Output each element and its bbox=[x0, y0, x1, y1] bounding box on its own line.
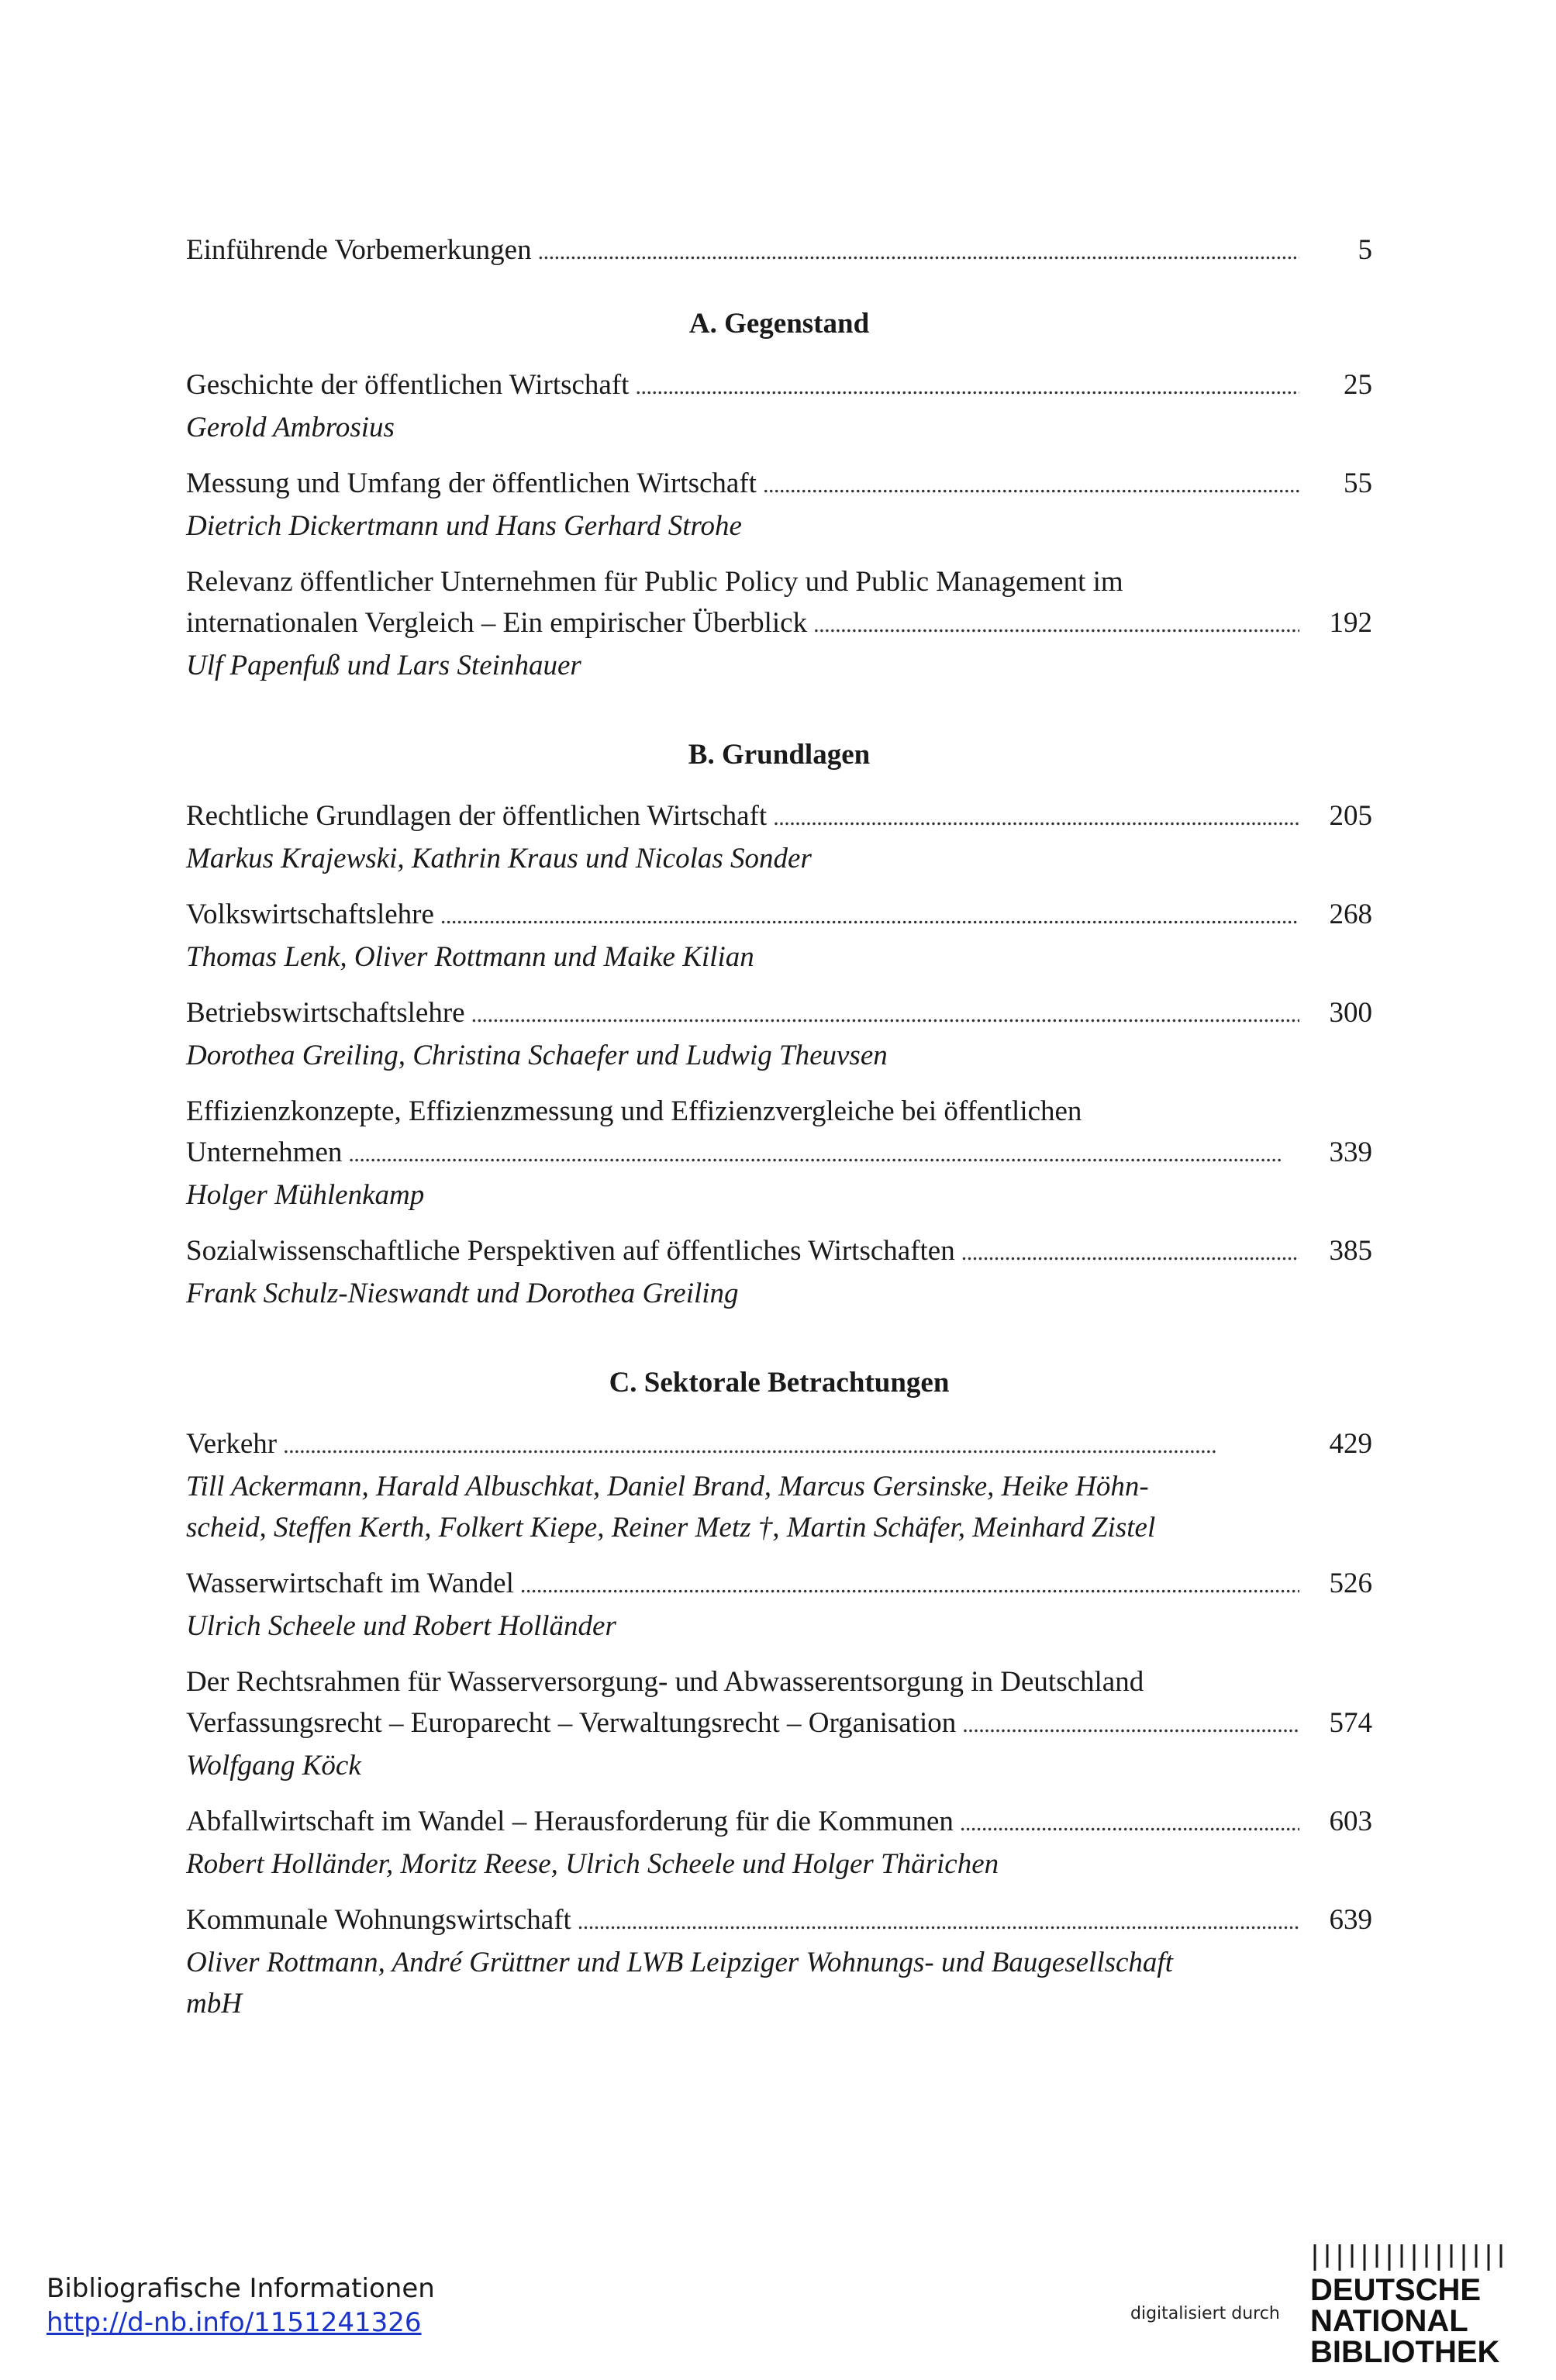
section-heading-b: B. Grundlagen bbox=[688, 739, 871, 771]
entry-title: Messung und Umfang der öffentlichen Wirtschaft bbox=[186, 467, 757, 499]
leader-dots bbox=[578, 1899, 1299, 1942]
leader-dots bbox=[960, 1801, 1299, 1844]
page-number: 5 bbox=[1358, 234, 1372, 266]
toc-entry bbox=[186, 1661, 1372, 1786]
leader-dots bbox=[763, 463, 1299, 505]
entry-author: Robert Holländer, Moritz Reese, Ulrich Scheele und Holger Thärichen bbox=[186, 1848, 999, 1880]
entry-title: internationalen Vergleich – Ein empirischer Überblick bbox=[186, 607, 808, 639]
toc-entry bbox=[186, 364, 1372, 448]
entry-author-line2: mbH bbox=[186, 1988, 242, 2020]
toc-entry bbox=[186, 1423, 1372, 1548]
page-number: 192 bbox=[1329, 607, 1372, 639]
toc-entry bbox=[186, 992, 1372, 1076]
entry-author: Dietrich Dickertmann und Hans Gerhard Strohe bbox=[186, 510, 742, 542]
digitized-by-label: digitalisiert durch bbox=[1130, 2304, 1280, 2323]
leader-dots bbox=[471, 992, 1299, 1035]
leader-dots bbox=[962, 1702, 1299, 1745]
toc-entry bbox=[186, 894, 1372, 978]
page-number: 526 bbox=[1329, 1568, 1372, 1599]
entry-title: Unternehmen bbox=[186, 1137, 343, 1168]
page-number: 574 bbox=[1329, 1707, 1372, 1739]
page-number: 205 bbox=[1329, 800, 1372, 832]
section-heading-a: A. Gegenstand bbox=[688, 308, 870, 340]
entry-author: Gerold Ambrosius bbox=[186, 412, 395, 443]
toc-entry bbox=[186, 463, 1372, 547]
page-number: 429 bbox=[1329, 1428, 1372, 1460]
toc-entry bbox=[186, 1801, 1372, 1885]
logo-line-2: NATIONAL bbox=[1310, 2304, 1468, 2338]
leader-dots bbox=[635, 364, 1299, 407]
toc-entry bbox=[186, 1230, 1372, 1314]
toc-entry-intro bbox=[186, 229, 1372, 272]
entry-title: Einführende Vorbemerkungen bbox=[186, 234, 532, 266]
page-number: 268 bbox=[1329, 899, 1372, 930]
entry-title-line1: Der Rechtsrahmen für Wasserversorgung- und Abwasserentsorgung in Deutschland bbox=[186, 1666, 1144, 1698]
entry-title: Kommunale Wohnungswirtschaft bbox=[186, 1904, 571, 1936]
entry-author: Dorothea Greiling, Christina Schaefer und Ludwig Theuvsen bbox=[186, 1040, 888, 1071]
dnb-link[interactable]: http://d-nb.info/1151241326 bbox=[47, 2307, 422, 2338]
section-heading-c: C. Sektorale Betrachtungen bbox=[609, 1367, 950, 1399]
table-of-contents bbox=[186, 229, 1372, 2024]
entry-title-line1: Effizienzkonzepte, Effizienzmessung und Effizienzvergleiche bei öffentlichen bbox=[186, 1095, 1082, 1127]
page-number: 603 bbox=[1329, 1806, 1372, 1837]
toc-entry bbox=[186, 1091, 1372, 1216]
page-number: 639 bbox=[1329, 1904, 1372, 1936]
page-number: 55 bbox=[1344, 467, 1372, 499]
leader-dots bbox=[538, 229, 1299, 272]
entry-title: Volkswirtschaftslehre bbox=[186, 899, 434, 930]
toc-entry bbox=[186, 1899, 1372, 2024]
entry-title: Verkehr bbox=[186, 1428, 278, 1460]
entry-title: Verfassungsrecht – Europarecht – Verwaltungsrecht – Organisation bbox=[186, 1707, 957, 1739]
toc-entry bbox=[186, 1563, 1372, 1647]
entry-title-line1: Relevanz öffentlicher Unternehmen für Public Policy und Public Management im bbox=[186, 566, 1123, 598]
entry-author-line2: scheid, Steffen Kerth, Folkert Kiepe, Reiner Metz †, Martin Schäfer, Meinhard Zistel bbox=[186, 1512, 1156, 1544]
entry-author: Ulf Papenfuß und Lars Steinhauer bbox=[186, 650, 581, 681]
leader-dots bbox=[961, 1230, 1299, 1273]
entry-title: Abfallwirtschaft im Wandel – Herausforderung für die Kommunen bbox=[186, 1806, 954, 1837]
entry-title: Sozialwissenschaftliche Perspektiven auf öffentliches Wirtschaften bbox=[186, 1235, 955, 1267]
page-number: 300 bbox=[1329, 997, 1372, 1029]
entry-title: Rechtliche Grundlagen der öffentlichen Wirtschaft bbox=[186, 800, 768, 832]
leader-dots bbox=[813, 602, 1299, 645]
logo-line-1: DEUTSCHE bbox=[1310, 2273, 1482, 2307]
toc-entry bbox=[186, 561, 1372, 686]
entry-title: Betriebswirtschaftslehre bbox=[186, 997, 465, 1029]
toc-row bbox=[186, 229, 1372, 272]
toc-entry bbox=[186, 795, 1372, 879]
page-number: 339 bbox=[1329, 1137, 1372, 1168]
bibliographic-info bbox=[47, 2271, 435, 2340]
page-number: 25 bbox=[1344, 369, 1372, 401]
leader-dots bbox=[283, 1423, 1299, 1466]
entry-title: Geschichte der öffentlichen Wirtschaft bbox=[186, 369, 630, 401]
dnb-logo bbox=[1310, 2244, 1512, 2368]
logo-line-3: BIBLIOTHEK bbox=[1310, 2335, 1500, 2368]
entry-author: Oliver Rottmann, André Grüttner und LWB Leipziger Wohnungs- und Baugesellschaft bbox=[186, 1947, 1173, 1978]
page-number: 385 bbox=[1329, 1235, 1372, 1267]
entry-author: Ulrich Scheele und Robert Holländer bbox=[186, 1610, 616, 1642]
entry-author: Till Ackermann, Harald Albuschkat, Daniel Brand, Marcus Gersinske, Heike Höhn- bbox=[186, 1471, 1149, 1502]
leader-dots bbox=[348, 1132, 1299, 1174]
leader-dots bbox=[440, 894, 1299, 936]
entry-author: Frank Schulz-Nieswandt und Dorothea Greiling bbox=[186, 1278, 739, 1309]
entry-author: Markus Krajewski, Kathrin Kraus und Nicolas Sonder bbox=[186, 843, 812, 874]
bibliographic-label: Bibliografische Informationen bbox=[47, 2273, 435, 2304]
entry-title: Wasserwirtschaft im Wandel bbox=[186, 1568, 514, 1599]
leader-dots bbox=[520, 1563, 1299, 1606]
entry-author: Thomas Lenk, Oliver Rottmann und Maike Kilian bbox=[186, 941, 754, 973]
entry-author: Wolfgang Köck bbox=[186, 1750, 361, 1782]
leader-dots bbox=[773, 795, 1299, 838]
entry-author: Holger Mühlenkamp bbox=[186, 1179, 425, 1211]
